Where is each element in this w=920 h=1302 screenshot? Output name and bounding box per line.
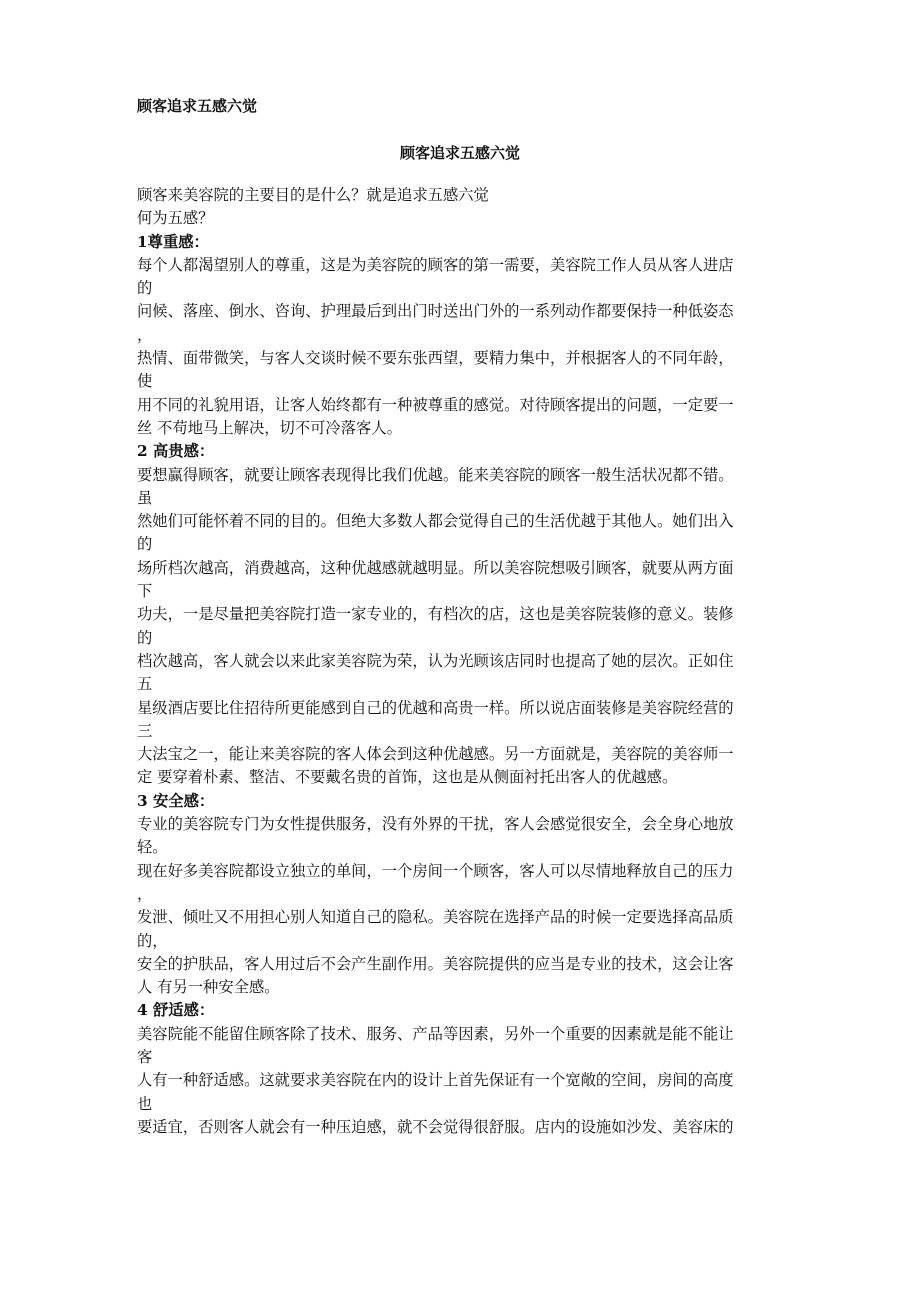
paragraph-line: 档次越高，客人就会以来此家美容院为荣，认为光顾该店同时也提高了她的层次。正如住	[137, 651, 734, 670]
paragraph-line: ，	[137, 325, 153, 344]
paragraph-line: 何为五感？	[137, 209, 214, 228]
section-heading: 2 高贵感：	[137, 442, 215, 461]
document-title: 顾客追求五感六觉	[137, 97, 258, 115]
paragraph-line: 三	[137, 721, 153, 740]
paragraph-line: 轻。	[137, 838, 168, 857]
paragraph-line: 安全的护肤品，客人用过后不会产生副作用。美容院提供的应当是专业的技术，这会让客	[137, 954, 734, 973]
paragraph-line: 美容院能不能留住顾客除了技术、服务、产品等因素，另外一个重要的因素就是能不能让	[137, 1024, 734, 1043]
paragraph-line: 人有一种舒适感。这就要求美容院在内的设计上首先保证有一个宽敞的空间，房间的高度	[137, 1071, 734, 1090]
paragraph-line: 人 有另一种安全感。	[137, 978, 280, 997]
paragraph-line: 要想赢得顾客，就要让顾客表现得比我们优越。能来美容院的顾客一般生活状况都不错。	[137, 465, 734, 484]
paragraph-line: 专业的美容院专门为女性提供服务，没有外界的干扰，客人会感觉很安全，会全身心地放	[137, 815, 734, 834]
paragraph-line: 场所档次越高，消费越高，这种优越感就越明显。所以美容院想吸引顾客，就要从两方面	[137, 558, 734, 577]
paragraph-line: 问候、落座、倒水、咨询、护理最后到出门时送出门外的一系列动作都要保持一种低姿态	[137, 302, 734, 321]
document-heading: 顾客追求五感六觉	[399, 144, 520, 162]
paragraph-line: 的	[137, 628, 153, 647]
paragraph-line: 每个人都渴望别人的尊重，这是为美容院的顾客的第一需要，美容院工作人员从客人进店	[137, 255, 734, 274]
paragraph-line: 要适宜，否则客人就会有一种压迫感，就不会觉得很舒服。店内的设施如沙发、美容床的	[137, 1117, 734, 1136]
paragraph-line: 虽	[137, 488, 153, 507]
paragraph-line: 客	[137, 1047, 153, 1066]
paragraph-line: 下	[137, 582, 153, 601]
paragraph-line: 大法宝之一，能让来美容院的客人体会到这种优越感。另一方面就是，美容院的美容师一	[137, 745, 734, 764]
paragraph-line: ，	[137, 884, 153, 903]
paragraph-line: 热情、面带微笑，与客人交谈时候不要东张西望，要精力集中，并根据客人的不同年龄，	[137, 349, 734, 368]
paragraph-line: 发泄、倾吐又不用担心别人知道自己的隐私。美容院在选择产品的时候一定要选择高品质	[137, 908, 734, 927]
section-heading: 4 舒适感：	[137, 1001, 215, 1020]
paragraph-line: 星级酒店要比住招待所更能感到自己的优越和高贵一样。所以说店面装修是美容院经营的	[137, 698, 734, 717]
section-heading: 1尊重感：	[137, 232, 209, 251]
paragraph-line: 定 要穿着朴素、整洁、不要戴名贵的首饰，这也是从侧面衬托出客人的优越感。	[137, 768, 678, 787]
paragraph-line: 使	[137, 372, 153, 391]
document-body	[137, 184, 787, 1139]
paragraph-line: 的，	[137, 931, 168, 950]
paragraph-line: 丝 不苟地马上解决，切不可冷落客人。	[137, 418, 402, 437]
paragraph-line: 也	[137, 1094, 153, 1113]
paragraph-line: 用不同的礼貌用语，让客人始终都有一种被尊重的感觉。对待顾客提出的问题，一定要一	[137, 395, 734, 414]
section-heading: 3 安全感：	[137, 791, 215, 810]
paragraph-line: 五	[137, 675, 153, 694]
paragraph-line: 然她们可能怀着不同的目的。但绝大多数人都会觉得自己的生活优越于其他人。她们出入	[137, 512, 734, 531]
paragraph-line: 的	[137, 535, 153, 554]
paragraph-line: 的	[137, 279, 153, 298]
paragraph-line: 顾客来美容院的主要目的是什么？就是追求五感六觉	[137, 186, 489, 204]
paragraph-line: 现在好多美容院都设立独立的单间，一个房间一个顾客，客人可以尽情地释放自己的压力	[137, 861, 734, 880]
paragraph-line: 功夫，一是尽量把美容院打造一家专业的，有档次的店，这也是美容院装修的意义。装修	[137, 605, 734, 624]
